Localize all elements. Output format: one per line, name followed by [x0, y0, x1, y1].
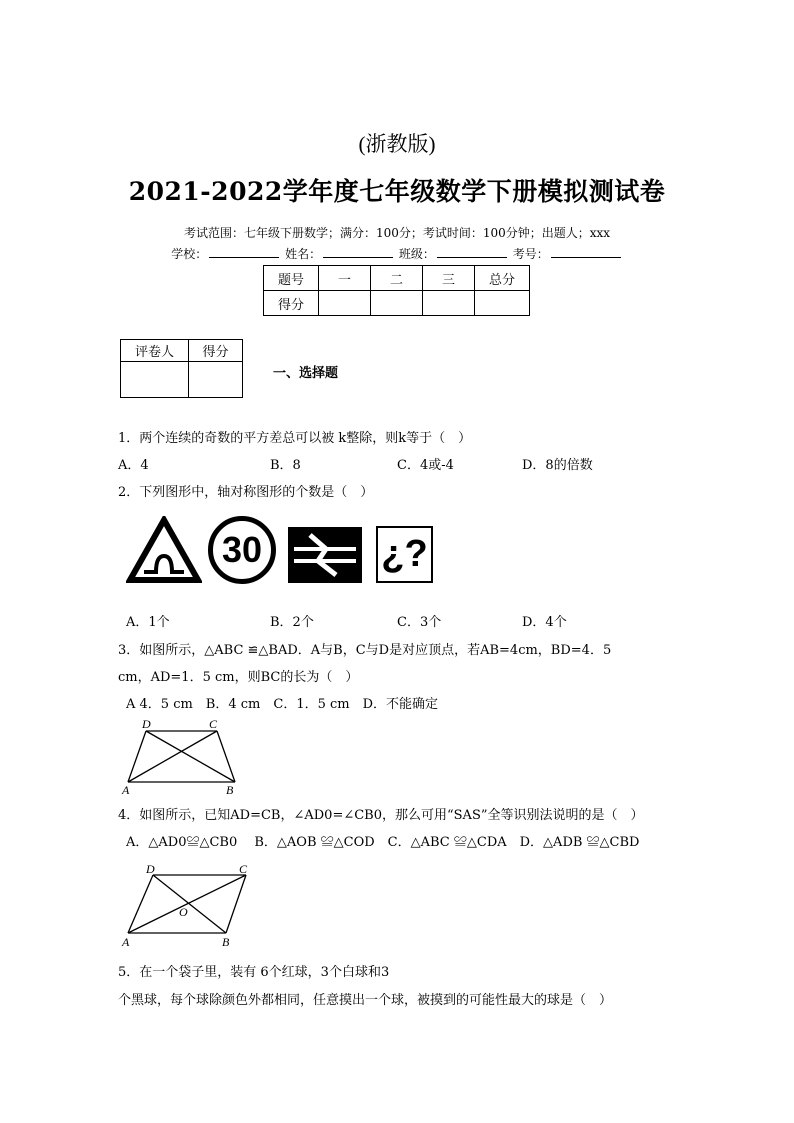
question-1-option-c[interactable]: C．4或-4	[397, 458, 454, 473]
question-3-stem-line1: 3．如图所示，△ABC ≌△BAD．A与B，C与D是对应顶点，若AB=4cm，BD=4．5	[118, 643, 612, 658]
question-1-option-d[interactable]: D．8的倍数	[522, 458, 593, 473]
exam-info-line: 考试范围：七年级下册数学；满分：100分；考试时间：100分钟；出题人；xxx	[183, 226, 611, 240]
question-3-options[interactable]: A 4．5 cm B．4 cm C．1．5 cm D．不能确定	[126, 697, 439, 712]
question-2-stem: 2．下列图形中，轴对称图形的个数是（ ）	[118, 485, 374, 500]
score-row-label: 得分	[264, 291, 319, 316]
grader-header-cell: 得分	[189, 340, 243, 362]
field-id-label: 考号：	[512, 247, 549, 261]
score-header-cell: 三	[423, 266, 475, 291]
speed-limit-sign-figure	[208, 516, 276, 584]
score-cell[interactable]	[475, 291, 530, 316]
q3-label-a: A	[122, 783, 130, 797]
question-4-stem: 4．如图所示，已知AD=CB，∠AD0=∠CB0，那么可用“SAS”全等识别法说明的是（ ）	[118, 808, 644, 823]
score-cell[interactable]	[423, 291, 475, 316]
field-name-blank[interactable]	[323, 245, 393, 258]
field-id-blank[interactable]	[551, 245, 621, 258]
railway-sign-figure	[288, 527, 362, 583]
q4-label-d: D	[146, 862, 155, 876]
question-4-options[interactable]: A．△AD0≌△CB0 B．△AOB ≌△COD C．△ABC ≌△CDA D．△ADB ≌△CBD	[126, 835, 640, 850]
score-cell[interactable]	[371, 291, 423, 316]
grader-cell[interactable]	[189, 362, 243, 398]
question-2-option-b[interactable]: B．2个	[270, 615, 314, 630]
question-2-option-c[interactable]: C．3个	[397, 615, 442, 630]
question-3-stem-line2: cm，AD=1．5 cm，则BC的长为（ ）	[118, 670, 359, 685]
question-1-option-a[interactable]: A．4	[118, 458, 149, 473]
grader-table	[120, 339, 243, 398]
question-mark-glyph: ¿?	[381, 533, 428, 575]
question-5-stem-line2: 个黑球，每个球除颜色外都相同，任意摸出一个球，被摸到的可能性最大的球是（ ）	[118, 993, 613, 1008]
score-header-cell: 一	[319, 266, 371, 291]
question-2-option-a[interactable]: A．1个	[126, 615, 170, 630]
exam-edition: (浙教版)	[358, 132, 436, 156]
grader-header-cell: 评卷人	[121, 340, 189, 362]
grader-cell[interactable]	[121, 362, 189, 398]
q3-label-b: B	[226, 783, 234, 797]
q4-label-o: O	[179, 905, 188, 919]
score-cell[interactable]	[319, 291, 371, 316]
q3-label-d: D	[142, 717, 151, 731]
student-info-fields	[0, 245, 794, 262]
question-mark-sign-figure	[376, 526, 433, 583]
question-1-stem: 1．两个连续的奇数的平方差总可以被 k整除，则k等于（ ）	[118, 431, 472, 446]
question-2-option-d[interactable]: D．4个	[522, 615, 567, 630]
exam-title: 2021-2022学年度七年级数学下册模拟测试卷	[128, 177, 666, 206]
question-5-stem-line1: 5．在一个袋子里，装有 6个红球，3个白球和3	[118, 965, 390, 980]
field-school-label: 学校：	[171, 247, 208, 261]
question-1-option-b[interactable]: B．8	[270, 458, 301, 473]
score-header-cell: 题号	[264, 266, 319, 291]
speed-limit-number: 30	[221, 529, 263, 570]
score-header-cell: 总分	[475, 266, 530, 291]
q4-label-c: C	[239, 862, 248, 876]
field-school-blank[interactable]	[209, 245, 279, 258]
field-name-label: 姓名：	[285, 247, 322, 261]
question-3-figure	[118, 716, 246, 798]
field-class-blank[interactable]	[437, 245, 507, 258]
score-table	[263, 265, 530, 316]
q4-label-a: A	[122, 935, 130, 949]
section-title: 一、选择题	[273, 366, 339, 381]
field-class-label: 班级：	[398, 247, 435, 261]
q4-label-b: B	[222, 935, 230, 949]
score-header-cell: 二	[371, 266, 423, 291]
q3-label-c: C	[209, 717, 218, 731]
hump-road-sign-figure	[126, 516, 202, 586]
question-4-figure	[118, 858, 258, 950]
